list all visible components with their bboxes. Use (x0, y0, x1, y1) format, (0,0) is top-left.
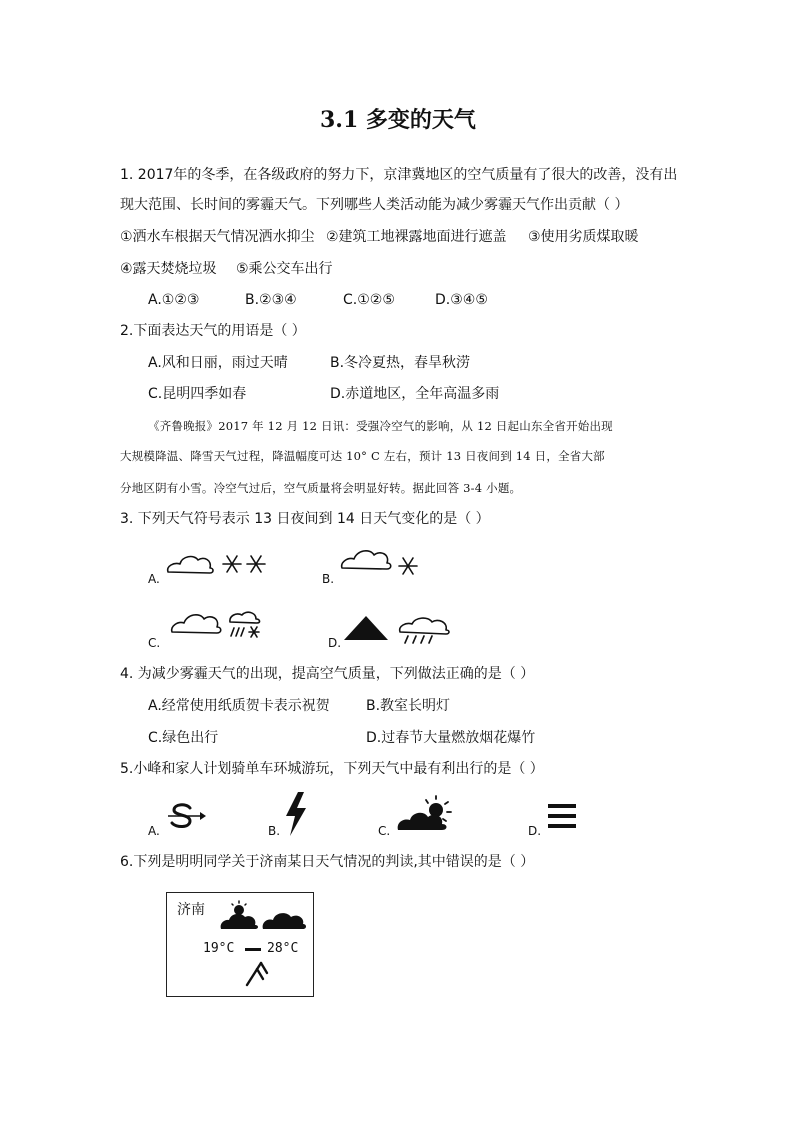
q1-item-2: ②建筑工地裸露地面进行遮盖 (326, 229, 507, 245)
q2-option-c: C.昆明四季如春 (148, 386, 247, 402)
q5-option-b: B. (268, 824, 281, 838)
passage-line2: 大规模降温、降雪天气过程，降温幅度可达 10° C 左右，预计 13 日夜间到 14 日，全省大部 (120, 449, 605, 463)
q3-a-symbols-icon (164, 548, 274, 584)
wind-barb-icon (243, 959, 271, 989)
q1-option-a: A.①②③ (148, 292, 200, 308)
q2-stem: 2.下面表达天气的用语是（ ） (120, 323, 306, 339)
weather-forecast-box (166, 892, 314, 997)
sun-cloud-icon (221, 901, 258, 929)
q1-option-b: B.②③④ (245, 292, 297, 308)
q3-stem: 3. 下列天气符号表示 13 日夜间到 14 日天气变化的是（ ） (120, 511, 490, 527)
passage-line1: 《齐鲁晚报》2017 年 12 月 12 日讯：受强冷空气的影响，从 12 日起山东全省开始出现 (148, 419, 613, 433)
cloud-icon (263, 913, 306, 929)
q1-option-d: D.③④⑤ (435, 292, 488, 308)
q1-item-4: ④露天焚烧垃圾 (120, 261, 217, 277)
fog-icon (548, 802, 578, 832)
q4-option-c: C.绿色出行 (148, 730, 219, 746)
q5-option-c: C. (378, 824, 391, 838)
q3-option-d: D. (328, 636, 342, 650)
sandstorm-icon (166, 800, 206, 834)
q1-item-3: ③使用劣质煤取暖 (528, 229, 639, 245)
low-temperature: 19°C (203, 941, 235, 956)
q1-option-c: C.①②⑤ (343, 292, 395, 308)
q1-stem-line1: 1. 2017年的冬季，在各级政府的努力下，京津冀地区的空气质量有了很大的改善，没有出 (120, 167, 678, 183)
q4-stem: 4. 为减少雾霾天气的出现，提高空气质量，下列做法正确的是（ ） (120, 666, 535, 682)
page-title: 3.1 多变的天气 (320, 107, 476, 133)
q2-option-d: D.赤道地区，全年高温多雨 (330, 386, 500, 402)
q3-option-c: C. (148, 636, 161, 650)
passage-line3: 分地区阴有小雪。冷空气过后，空气质量将会明显好转。据此回答 3-4 小题。 (120, 481, 522, 495)
q3-d-symbols-icon (342, 612, 452, 646)
q6-stem: 6.下列是明明同学关于济南某日天气情况的判读,其中错误的是（ ） (120, 854, 535, 870)
q5-option-d: D. (528, 824, 542, 838)
q3-option-b: B. (322, 572, 335, 586)
q2-option-a: A.风和日丽，雨过天晴 (148, 355, 288, 371)
sunny-to-cloudy-icon (396, 794, 456, 834)
q1-item-1: ①洒水车根据天气情况洒水抑尘 (120, 229, 315, 245)
cloudy-icons (217, 901, 307, 935)
city-name: 济南 (177, 902, 205, 918)
high-temperature: 28°C (267, 941, 299, 956)
temperature-dash (245, 948, 261, 951)
q5-option-a: A. (148, 824, 160, 838)
q1-item-5: ⑤乘公交车出行 (236, 261, 333, 277)
q3-option-a: A. (148, 572, 160, 586)
q4-option-d: D.过春节大量燃放烟花爆竹 (366, 730, 536, 746)
thunderstorm-icon (284, 792, 310, 836)
q1-stem-line2: 现大范围、长时间的雾霾天气。下列哪些人类活动能为减少雾霾天气作出贡献（ ） (120, 197, 629, 213)
q2-option-b: B.冬冷夏热，春旱秋涝 (330, 355, 471, 371)
q3-c-symbols-icon (168, 606, 268, 646)
q5-stem: 5.小峰和家人计划骑单车环城游玩，下列天气中最有利出行的是（ ） (120, 761, 544, 777)
q3-b-symbols-icon (338, 544, 428, 584)
q4-option-b: B.教室长明灯 (366, 698, 451, 714)
q4-option-a: A.经常使用纸质贺卡表示祝贺 (148, 698, 330, 714)
